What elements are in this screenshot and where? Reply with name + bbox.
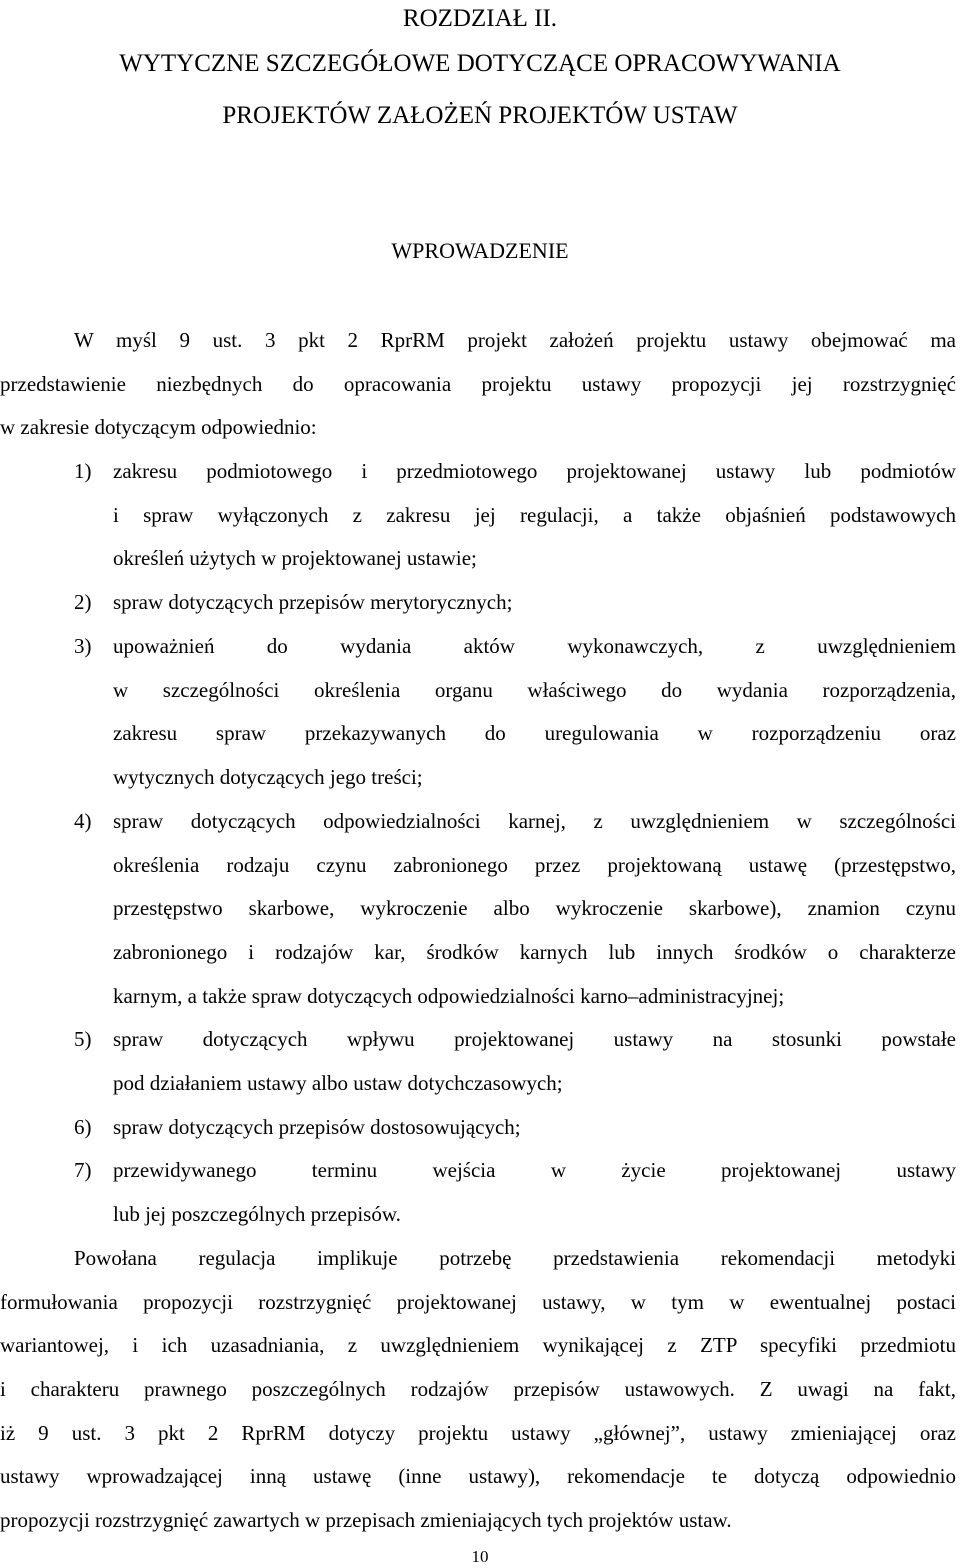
list-item-number: 3) <box>74 634 92 658</box>
list-item-number: 6) <box>74 1115 92 1139</box>
list-item-number: 5) <box>74 1027 92 1051</box>
list-item-number: 7) <box>74 1158 92 1182</box>
list-item-line: spraw dotyczących wpływu projektowanej ustawy na stosunki powstałe <box>113 1027 956 1051</box>
paragraph-line: iż 9 ust. 3 pkt 2 RprRM dotyczy projektu ustawy „głównej”, ustawy zmieniającej oraz <box>0 1421 956 1445</box>
list-item-line: w szczególności określenia organu właściwego do wydania rozporządzenia, <box>113 678 956 702</box>
list-item-line: określenia rodzaju czynu zabronionego przez projektowaną ustawę (przestępstwo, <box>113 853 956 877</box>
intro-line: w zakresie dotyczącym odpowiednio: <box>0 415 317 439</box>
list-item-line: określeń użytych w projektowanej ustawie; <box>113 546 477 570</box>
list-item-line: spraw dotyczących odpowiedzialności karnej, z uwzględnieniem w szczególności <box>113 809 956 833</box>
paragraph-line: wariantowej, i ich uzasadniania, z uwzględnieniem wynikającej z ZTP specyfiki przedmiotu <box>0 1333 956 1357</box>
chapter-title-line-2: PROJEKTÓW ZAŁOŻEŃ PROJEKTÓW USTAW <box>222 102 738 129</box>
list-item-number: 2) <box>74 590 92 614</box>
paragraph-line: propozycji rozstrzygnięć zawartych w przepisach zmieniających tych projektów ustaw. <box>0 1508 732 1532</box>
list-item-line: lub jej poszczególnych przepisów. <box>113 1202 401 1226</box>
list-item-line: i spraw wyłączonych z zakresu jej regulacji, a także objaśnień podstawowych <box>113 503 956 527</box>
list-item-line: przewidywanego terminu wejścia w życie projektowanej ustawy <box>113 1158 956 1182</box>
list-item-line: spraw dotyczących przepisów merytorycznych; <box>113 590 513 614</box>
list-item-line: upoważnień do wydania aktów wykonawczych, z uwzględnieniem <box>113 634 956 658</box>
list-item-number: 4) <box>74 809 92 833</box>
chapter-title-line-1: WYTYCZNE SZCZEGÓŁOWE DOTYCZĄCE OPRACOWYWANIA <box>119 50 841 77</box>
page-number: 10 <box>471 1547 489 1566</box>
paragraph-line: formułowania propozycji rozstrzygnięć projektowanej ustawy, w tym w ewentualnej postaci <box>0 1290 956 1314</box>
list-item-line: przestępstwo skarbowe, wykroczenie albo wykroczenie skarbowe), znamion czynu <box>113 896 956 920</box>
intro-line: W myśl 9 ust. 3 pkt 2 RprRM projekt założeń projektu ustawy obejmować ma <box>74 328 956 352</box>
list-item-line: zakresu spraw przekazywanych do uregulowania w rozporządzeniu oraz <box>113 721 956 745</box>
list-item-line: spraw dotyczących przepisów dostosowujących; <box>113 1115 521 1139</box>
list-item-line: zabronionego i rodzajów kar, środków karnych lub innych środków o charakterze <box>113 940 956 964</box>
intro-line: przedstawienie niezbędnych do opracowania projektu ustawy propozycji jej rozstrzygnięć <box>0 372 956 396</box>
list-item-line: wytycznych dotyczących jego treści; <box>113 765 423 789</box>
list-item-line: pod działaniem ustawy albo ustaw dotychczasowych; <box>113 1071 563 1095</box>
list-item-number: 1) <box>74 459 92 483</box>
chapter-heading: ROZDZIAŁ II. <box>402 5 558 32</box>
paragraph-line: ustawy wprowadzającej inną ustawę (inne ustawy), rekomendacje te dotyczą odpowiednio <box>0 1464 956 1488</box>
list-item-line: zakresu podmiotowego i przedmiotowego projektowanej ustawy lub podmiotów <box>113 459 956 483</box>
paragraph-line: Powołana regulacja implikuje potrzebę przedstawienia rekomendacji metodyki <box>74 1246 956 1270</box>
list-item-line: karnym, a także spraw dotyczących odpowiedzialności karno–administracyjnej; <box>113 984 785 1008</box>
paragraph-line: i charakteru prawnego poszczególnych rodzajów przepisów ustawowych. Z uwagi na fakt, <box>0 1377 956 1401</box>
section-title: WPROWADZENIE <box>391 238 569 263</box>
